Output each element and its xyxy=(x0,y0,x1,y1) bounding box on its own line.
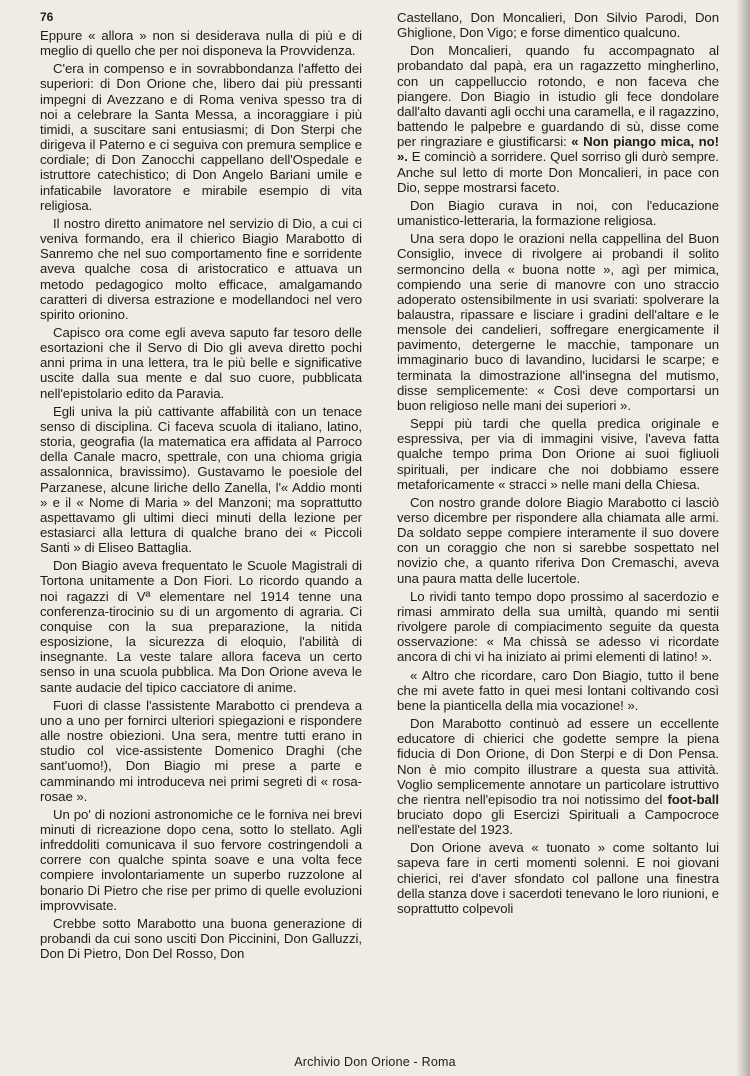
paragraph xyxy=(397,716,719,837)
paragraph: Capisco ora come egli aveva saputo far tesoro delle esortazioni che il Servo di Dio gli aveva diretto pochi anni prima in una lettera, tra le più belle e significative uscite dalla sua mente e dal suo cuore, pubblicata nell'epistolario edito da Paravia. xyxy=(40,324,362,401)
paragraph: Lo rividi tanto tempo dopo prossimo al sacerdozio e rimasi ammirato della sua umiltà, quando mi sentii rivolgere parole di compiacimento seguite da questa osservazione: « Ma chissà se adesso vi ricordate ancora di chi vi ha iniziato ai primi elementi di latino! ». xyxy=(397,588,719,665)
paragraph: C'era in compenso e in sovrabbondanza l'affetto dei superiori: di Don Orione che, libero dai più pressanti impegni di Avezzano e di Roma veniva spesso tra di noi a celebrare la Santa Messa, a incoraggiare i più timidi, a suscitare sani entusiasmi; di Don Sterpi che dirigeva il Paterno e ci seguiva con premura semplice e cordiale; di Don Zanocchi cappellano dell'Ospedale e istruttore catechistico; di Don Angelo Bariani umile e infaticabile lavoratore e mirabile esempio di vita religiosa. xyxy=(40,61,362,213)
paragraph: Crebbe sotto Marabotto una buona generazione di probandi da cui sono usciti Don Piccinini, Don Galluzzi, Don Di Pietro, Don Del Rosso, Don xyxy=(40,915,362,962)
paragraph: Un po' di nozioni astronomiche ce le forniva nei brevi minuti di ricreazione dopo cena, sotto lo stellato. Agli infreddoliti comunicava il suo fervore costringendoli a correre con qualche spinta soave e una volta fece compiere involontariamente un superbo ruzzolone al bonario Di Pietro che rise per primo di quelle evoluzioni improvvisate. xyxy=(40,806,362,913)
left-column xyxy=(40,28,362,964)
paragraph: Fuori di classe l'assistente Marabotto ci prendeva a uno a uno per fornirci ulteriori spiegazioni e rispondere alle nostre obiezioni. Una sera, mentre tutti erano in studio col vice-assistente Domenico Draghi (che sant'uomo!), Don Biagio mi prese a parte e camminando mi introduceva nei primi segreti di « rosa-rosae ». xyxy=(40,697,362,804)
page-edge-shadow xyxy=(736,0,750,1076)
paragraph-text: Don Marabotto continuò ad essere un eccellente educatore di chierici che godette sempre la piena fiducia di Don Orione, di Don Sterpi e di Don Pensa. Non è mio compito illustrare a questa sua attività. Voglio semplicemente annotare un particolare istruttivo che rientra nell'episodio tra noi notissimo del xyxy=(397,716,719,807)
paragraph: « Altro che ricordare, caro Don Biagio, tutto il bene che mi avete fatto in quei mesi lontani coltivando così bene la pianticella della mia vocazione! ». xyxy=(397,667,719,713)
paragraph: Castellano, Don Moncalieri, Don Silvio Parodi, Don Ghiglione, Don Vigo; e forse dimentico qualcuno. xyxy=(397,10,719,41)
paragraph: Don Biagio aveva frequentato le Scuole Magistrali di Tortona unitamente a Don Fiori. Lo ricordo quando a noi ragazzi di Vª elementare nel 1914 tenne una conferenza-tirocinio su di un argomento di agraria. Ci conquise con la sua preparazione, la nitida esposizione, la sicurezza di eloquio, l'abilità di insegnante. La veste talare allora faceva un certo senso in una scuola pubblica. Ma Don Orione aveva le sante audacie del tipico cacciatore di anime. xyxy=(40,558,362,695)
paragraph-text: bruciato dopo gli Esercizi Spirituali a Campocroce nell'estate del 1923. xyxy=(397,806,719,838)
archive-footer: Archivio Don Orione - Roma xyxy=(294,1055,456,1069)
bold-quote: « Non piango mica, no! ». xyxy=(397,134,719,165)
paragraph: Don Biagio curava in noi, con l'educazione umanistico-letteraria, la formazione religiosa. xyxy=(397,197,719,229)
paragraph: Con nostro grande dolore Biagio Marabotto ci lasciò verso dicembre per rispondere alla chiamata alle armi. Da soldato seppe compiere interamente il suo dovere con un coraggio che non si sarebbe sospettato nel novizio che, a quanto riferiva Don Cremaschi, aveva una paura matta delle lucertole. xyxy=(397,494,719,586)
paragraph xyxy=(397,43,719,195)
page-number: 76 xyxy=(40,10,54,24)
paragraph-text: Don Moncalieri, quando fu accompagnato al probandato dal papà, era un ragazzetto mingherlino, con un cappelluccio rotondo, e non faceva che piangere. Don Biagio in istudio gli fece dondolare dall'alto davanti agli occhi una caramella, e il ragazzino, battendo le palpebre e guardando di sù, disse come per ringraziare e giustificarsi: xyxy=(397,43,719,150)
bold-term: foot-ball xyxy=(667,791,719,807)
paragraph-text: E cominciò a sorridere. Quel sorriso gli durò sempre. Anche sul letto di morte Don Moncalieri, in pace con Dio, seppe mostrarsi faceto. xyxy=(397,149,719,195)
right-column xyxy=(397,10,719,919)
paragraph: Eppure « allora » non si desiderava nulla di più e di meglio di quello che per noi disponeva la Provvidenza. xyxy=(40,28,362,59)
paragraph: Egli univa la più cattivante affabilità con un tenace senso di disciplina. Ci faceva scuola di italiano, latino, storia, geografia (la matematica era affidata al Parroco della Canale macro, spettrale, con una chioma grigia assalonnica, bravissimo). Gustavamo le poesiole del Parzanese, alcune liriche dello Zanella, l'« Addio monti » e il « Nome di Maria » del Manzoni; ma soprattutto aspettavamo gli ultimi dieci minuti della lezione per estasiarci alla lettura di qualche brano dei « Piccoli Santi » di Eliseo Battaglia. xyxy=(40,403,362,556)
paragraph: Don Orione aveva « tuonato » come soltanto lui sapeva fare in certi momenti solenni. E noi giovani chierici, rei d'aver sfondato col pallone una finestra della stanza dove i sacerdoti tenevano le loro riunioni, e soprattutto colpevoli xyxy=(397,840,719,916)
paragraph: Seppi più tardi che quella predica originale e espressiva, per via di immagini visive, l'aveva fatta qualche tempo prima Don Orione ai suoi figliuoli spirituali, per indicare che noi dobbiamo essere metaforicamente « stracci » nelle mani della Chiesa. xyxy=(397,416,719,492)
paragraph: Una sera dopo le orazioni nella cappellina del Buon Consiglio, invece di rivolgere ai probandi il solito sermoncino della « buona notte », agì per mimica, compiendo una serie di manovre con uno straccio adoperato ostensibilmente in usi svariati: spolverare la balaustra, ripassare e lisciare i gradini dell'altare e le mensole dei candelieri, soffregare energicamente il pavimento, detergerne le macchie, tamponare un immaginario buco di lavandino, lucidarsi le scarpe; e terminata la dimostrazione all'insegna del mutismo, disse semplicemente: « Così deve comportarsi un buon religioso nelle mani dei superiori ». xyxy=(397,231,719,413)
paragraph: Il nostro diretto animatore nel servizio di Dio, a cui ci veniva formando, era il chierico Biagio Marabotto di Sanremo che nel suo comportamento fine e sorridente aveva qualche cosa di aristocratico e attuava un metodo pedagogico molto efficace, amalgamando caratteri di diversa estrazione e modellandoci nel vero spirito orionino. xyxy=(40,215,362,322)
